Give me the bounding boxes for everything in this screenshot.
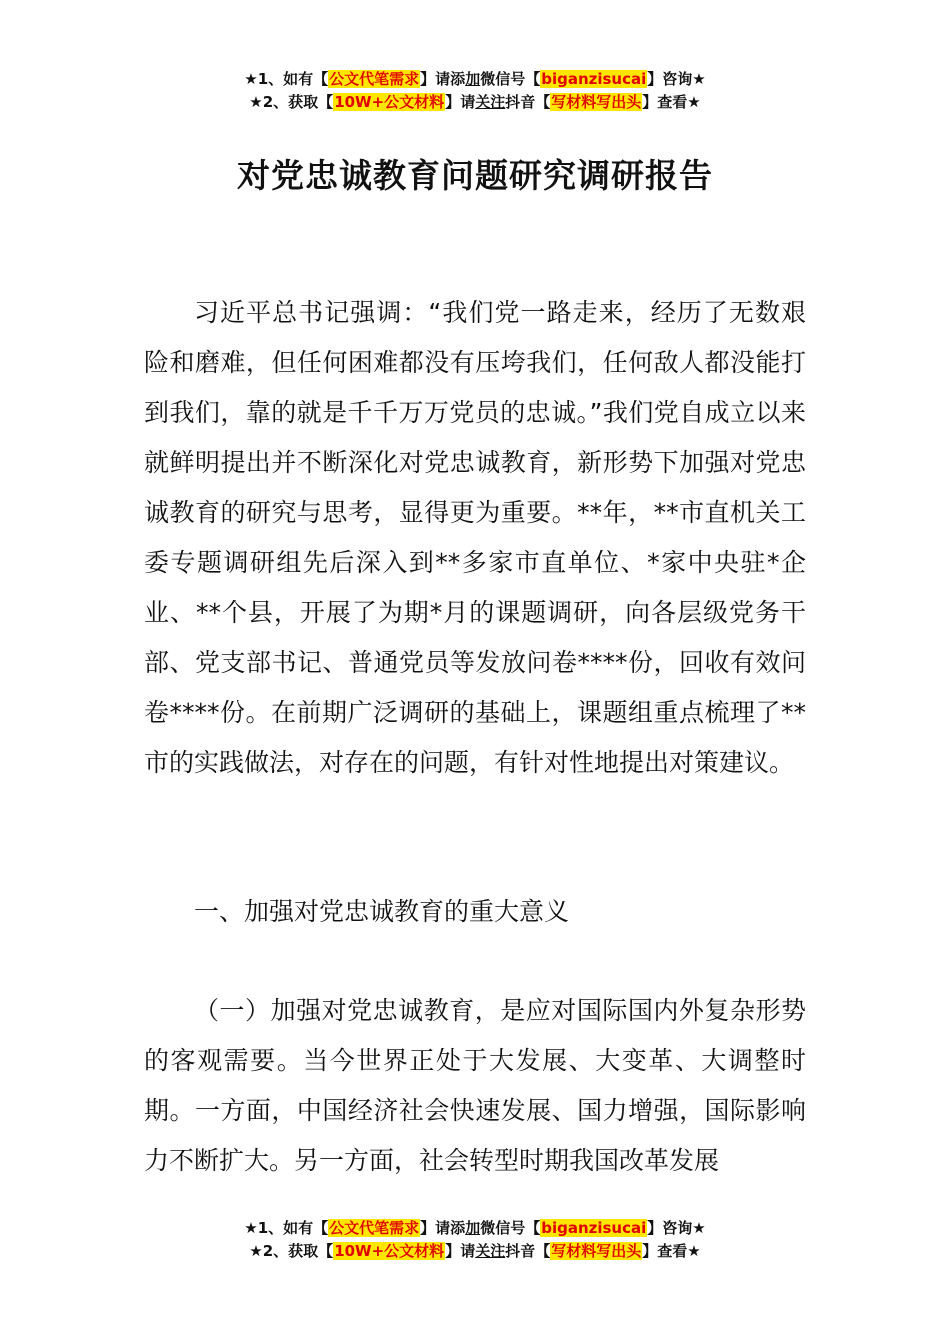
document-title: 对党忠诚教育问题研究调研报告 [237,156,713,195]
body-paragraph: （一）加强对党忠诚教育，是应对国际国内外复杂形势的客观需要。当今世界正处于大发展、大变革、大调整时期。一方面，中国经济社会快速发展、国力增强，国际影响力不断扩大。另一方面，社会转型时期我国改革发展 [144,996,806,1175]
promo-text: ★2、获取【 [249,1242,334,1260]
promo-highlight: 10W+公文材料 [334,93,445,111]
promo-line-2 [0,91,950,114]
promo-line-1 [0,68,950,91]
promo-text: ★1、如有【 [244,70,329,88]
bottom-promo-banner [0,1217,950,1263]
promo-text: ★1、如有【 [244,1219,329,1237]
promo-line-2 [0,1240,950,1263]
promo-text: 微信号【 [480,70,541,88]
promo-highlight-wechat-id: biganzisucai [541,1219,647,1237]
promo-text: 】请 [445,1242,476,1260]
promo-text: 】咨询★ [647,1219,706,1237]
intro-paragraph: 习近平总书记强调：“我们党一路走来，经历了无数艰险和磨难，但任何困难都没有压垮我们，任何敌人都没能打到我们，靠的就是千千万万党员的忠诚。”我们党自成立以来就鲜明提出并不断深化对党忠诚教育，新形势下加强对党忠诚教育的研究与思考，显得更为重要。**年，**市直机关工委专题调研组先后深入到**多家市直单位、*家中央驻*企业、**个县，开展了为期*月的课题调研，向各层级党务干部、党支部书记、普通党员等发放问卷****份，回收有效问卷****份。在前期广泛调研的基础上，课题组重点梳理了**市的实践做法，对存在的问题，有针对性地提出对策建议。 [144,298,806,777]
promo-text: 】查看★ [642,1242,701,1260]
promo-highlight-douyin-id: 写材料写出头 [551,93,642,111]
promo-text: 】请 [445,93,476,111]
promo-text: 微信号【 [480,1219,541,1237]
promo-highlight: 公文代笔需求 [329,1219,420,1237]
section-1-block [144,887,806,937]
promo-underlined-text: 关注 [475,93,506,111]
promo-highlight-wechat-id: biganzisucai [541,70,647,88]
section-1-content [144,986,806,1186]
promo-highlight: 公文代笔需求 [329,70,420,88]
top-promo-banner [0,68,950,114]
intro-block [144,288,806,788]
promo-text: ★2、获取【 [249,93,334,111]
promo-text: 】请添 [420,1219,466,1237]
promo-underlined-text: 加 [465,70,481,88]
promo-highlight-douyin-id: 写材料写出头 [551,1242,642,1260]
promo-underlined-text: 加 [465,1219,481,1237]
promo-highlight: 10W+公文材料 [334,1242,445,1260]
section-heading: 一、加强对党忠诚教育的重大意义 [194,897,570,926]
promo-text: 】咨询★ [647,70,706,88]
promo-line-1 [0,1217,950,1240]
promo-text: 】查看★ [642,93,701,111]
promo-underlined-text: 关注 [475,1242,506,1260]
promo-text: 】请添 [420,70,466,88]
promo-text: 抖音【 [505,93,551,111]
promo-text: 抖音【 [505,1242,551,1260]
